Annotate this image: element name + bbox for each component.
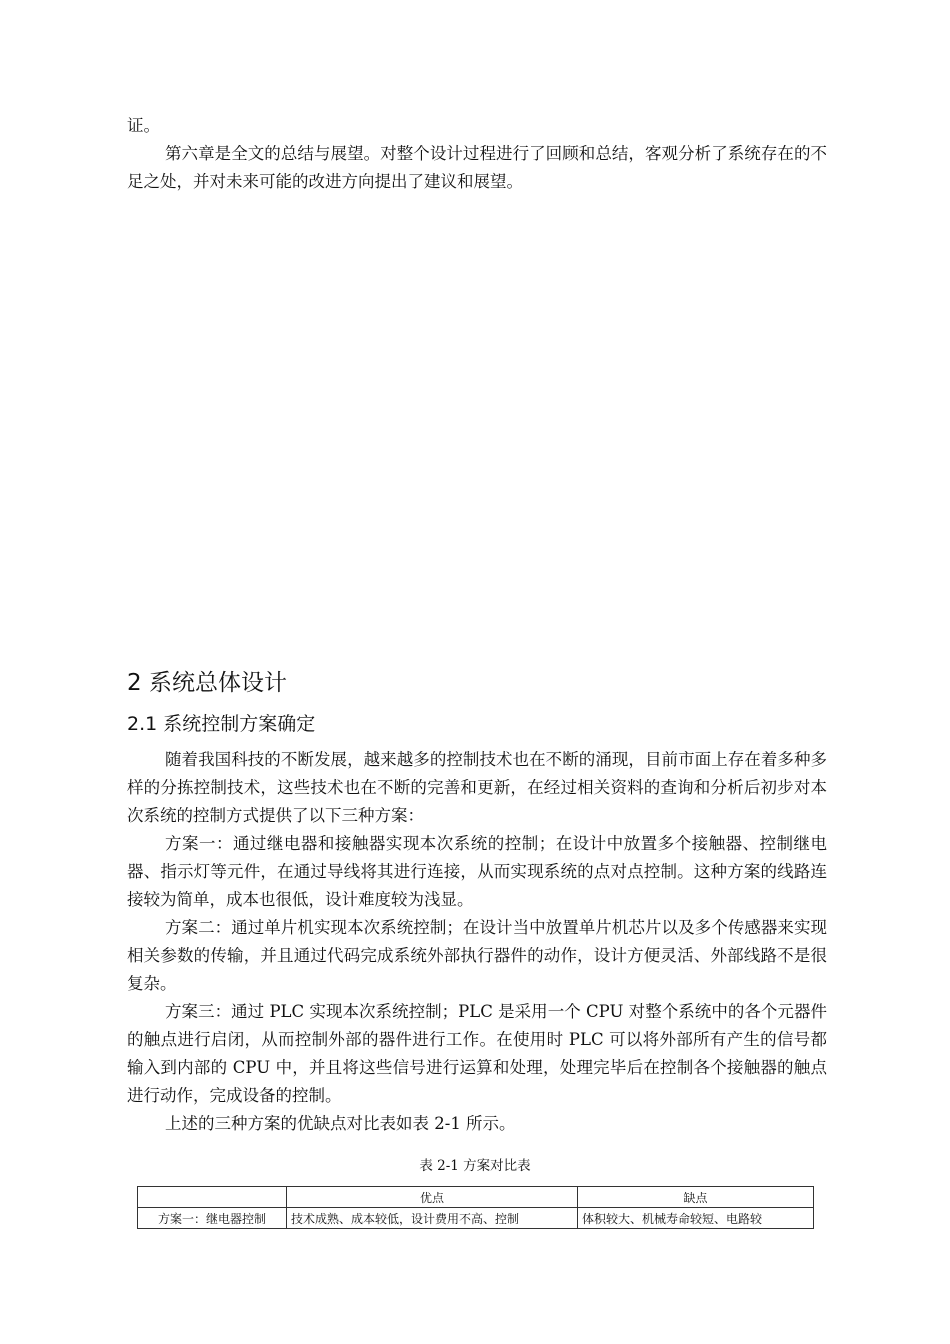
paragraph-option-1: 方案一：通过继电器和接触器实现本次系统的控制；在设计中放置多个接触器、控制继电器、指示灯等元件，在通过导线将其进行连接，从而实现系统的点对点控制。这种方案的线路连接较为简单，成本也很低，设计难度较为浅显。 — [127, 834, 827, 909]
table-cell: 体积较大、机械寿命较短、电路较 — [578, 1208, 814, 1229]
paragraph-option-2: 方案二：通过单片机实现本次系统控制；在设计当中放置单片机芯片以及多个传感器来实现相关参数的传输，并且通过代码完成系统外部执行器件的动作，设计方便灵活、外部线路不是很复杂。 — [127, 918, 827, 993]
table-cell: 方案一：继电器控制 — [138, 1208, 287, 1229]
section-heading: 2.1 系统控制方案确定 — [127, 713, 316, 735]
table-cell: 技术成熟、成本较低，设计费用不高、控制 — [287, 1208, 578, 1229]
table-header-row — [138, 1187, 814, 1208]
table-header-cell: 缺点 — [578, 1187, 814, 1208]
table-row — [138, 1208, 814, 1229]
paragraph-top-0: 证。 — [127, 116, 160, 135]
table-header-cell — [138, 1187, 287, 1208]
paragraph-intro: 随着我国科技的不断发展，越来越多的控制技术也在不断的涌现，目前市面上存在着多种多样的分拣控制技术，这些技术也在不断的完善和更新，在经过相关资料的查询和分析后初步对本次系统的控制方式提供了以下三种方案： — [127, 750, 827, 825]
paragraph-table-ref: 上述的三种方案的优缺点对比表如表 2-1 所示。 — [165, 1114, 516, 1133]
table-caption: 表 2-1 方案对比表 — [419, 1158, 531, 1174]
chapter-heading: 2 系统总体设计 — [127, 670, 287, 696]
paragraph-option-3: 方案三：通过 PLC 实现本次系统控制；PLC 是采用一个 CPU 对整个系统中的各个元器件的触点进行启闭，从而控制外部的器件进行工作。在使用时 PLC 可以将外部所有产生的信号都输入到内部的 CPU 中，并且将这些信号进行运算和处理，处理完毕后在控制各个接触器的触点进行动作，完成设备的控制。 — [127, 1002, 827, 1105]
comparison-table — [137, 1186, 814, 1229]
paragraph-top-1: 第六章是全文的总结与展望。对整个设计过程进行了回顾和总结，客观分析了系统存在的不足之处，并对未来可能的改进方向提出了建议和展望。 — [127, 144, 827, 191]
table-header-cell: 优点 — [287, 1187, 578, 1208]
